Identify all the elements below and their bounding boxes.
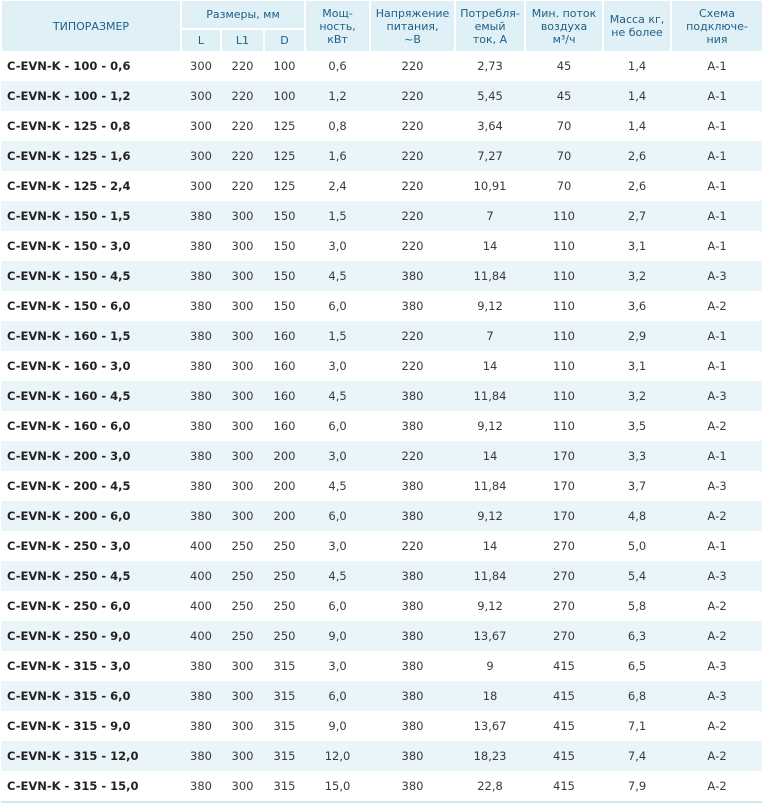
table-row <box>1 531 762 561</box>
cell-dim-l1: 300 <box>221 381 264 411</box>
cell-voltage: 220 <box>401 539 424 553</box>
cell-dim-l1: 300 <box>231 719 254 733</box>
cell-model-name: C-EVN-K - 150 - 6,0 <box>7 299 131 313</box>
cell-airflow: 70 <box>525 141 603 171</box>
cell-dim-l1: 300 <box>231 479 254 493</box>
cell-mass: 3,2 <box>603 381 671 411</box>
cell-dim-l: 300 <box>181 141 221 171</box>
table-row <box>1 81 762 111</box>
cell-power: 6,0 <box>305 501 370 531</box>
table-row <box>1 441 762 471</box>
cell-current: 7,27 <box>455 141 525 171</box>
cell-model-name: C-EVN-K - 315 - 12,0 <box>1 741 181 771</box>
cell-dim-d: 315 <box>264 681 305 711</box>
cell-mass: 3,5 <box>627 419 647 433</box>
table-row <box>1 201 762 231</box>
cell-mass: 3,1 <box>627 239 647 253</box>
cell-power: 9,0 <box>305 621 370 651</box>
table-row <box>1 771 762 802</box>
cell-current: 5,45 <box>455 81 525 111</box>
cell-mass: 6,3 <box>603 621 671 651</box>
cell-dim-l: 380 <box>181 741 221 771</box>
cell-power: 4,5 <box>305 261 370 291</box>
cell-scheme: А-1 <box>707 239 727 253</box>
cell-voltage: 220 <box>401 119 424 133</box>
cell-dim-d: 125 <box>273 179 296 193</box>
cell-dim-l: 380 <box>181 681 221 711</box>
cell-current: 13,67 <box>473 719 507 733</box>
cell-model-name: C-EVN-K - 100 - 1,2 <box>1 81 181 111</box>
cell-dim-l: 300 <box>190 179 212 193</box>
cell-dim-d: 125 <box>264 141 305 171</box>
cell-voltage: 220 <box>370 81 455 111</box>
cell-voltage: 380 <box>370 621 455 651</box>
cell-scheme: А-1 <box>707 59 727 73</box>
cell-mass: 2,7 <box>603 201 671 231</box>
cell-mass: 5,8 <box>627 599 647 613</box>
cell-dim-l: 380 <box>190 239 212 253</box>
cell-dim-l1: 300 <box>231 239 254 253</box>
cell-scheme: А-3 <box>671 261 762 291</box>
cell-model-name: C-EVN-K - 315 - 6,0 <box>1 681 181 711</box>
cell-current: 9,12 <box>477 599 503 613</box>
cell-current: 18,23 <box>455 741 525 771</box>
cell-voltage: 380 <box>401 659 424 673</box>
cell-dim-d: 315 <box>273 719 296 733</box>
cell-power: 1,2 <box>305 81 370 111</box>
cell-voltage: 220 <box>370 441 455 471</box>
cell-power: 1,5 <box>305 321 370 351</box>
header-dim-l1: L1 <box>221 29 264 51</box>
table-row <box>1 621 762 651</box>
cell-dim-l1: 300 <box>231 299 254 313</box>
cell-model-name: C-EVN-K - 125 - 1,6 <box>1 141 181 171</box>
cell-mass: 3,2 <box>603 261 671 291</box>
cell-dim-l1: 300 <box>221 681 264 711</box>
cell-power: 2,4 <box>328 179 347 193</box>
header-scheme: Схема подключе- ния <box>671 1 762 51</box>
table-row <box>1 411 762 441</box>
cell-mass: 7,9 <box>603 771 671 802</box>
cell-scheme: А-2 <box>671 771 762 802</box>
cell-mass: 3,3 <box>603 441 671 471</box>
table-row <box>1 261 762 291</box>
cell-dim-l1: 250 <box>231 599 254 613</box>
cell-power: 3,0 <box>328 659 347 673</box>
cell-model-name: C-EVN-K - 200 - 4,5 <box>7 479 131 493</box>
cell-current: 11,84 <box>455 261 525 291</box>
table-row <box>1 561 762 591</box>
cell-airflow: 110 <box>525 261 603 291</box>
cell-scheme: А-1 <box>671 81 762 111</box>
cell-scheme: А-3 <box>707 659 727 673</box>
cell-power: 3,0 <box>328 539 347 553</box>
cell-power: 9,0 <box>328 719 347 733</box>
cell-airflow: 270 <box>553 539 575 553</box>
cell-current: 7 <box>455 201 525 231</box>
cell-mass: 2,9 <box>603 321 671 351</box>
cell-dim-l: 380 <box>190 719 212 733</box>
cell-scheme: А-2 <box>671 621 762 651</box>
cell-voltage: 220 <box>370 141 455 171</box>
cell-dim-d: 160 <box>264 321 305 351</box>
cell-scheme: А-1 <box>671 201 762 231</box>
cell-dim-d: 100 <box>264 81 305 111</box>
cell-scheme: А-1 <box>671 441 762 471</box>
cell-scheme: А-1 <box>707 359 727 373</box>
cell-current: 11,84 <box>473 479 507 493</box>
cell-airflow: 415 <box>553 719 575 733</box>
cell-dim-l: 380 <box>190 659 212 673</box>
cell-dim-d: 250 <box>264 561 305 591</box>
header-dimensions: Размеры, мм <box>181 1 305 29</box>
cell-dim-l1: 220 <box>231 59 254 73</box>
cell-airflow: 170 <box>525 501 603 531</box>
cell-mass: 3,1 <box>627 359 647 373</box>
cell-mass: 7,4 <box>603 741 671 771</box>
table-row <box>1 291 762 321</box>
table-row <box>1 141 762 171</box>
cell-airflow: 110 <box>553 239 575 253</box>
cell-model-name: C-EVN-K - 315 - 9,0 <box>7 719 131 733</box>
cell-voltage: 220 <box>401 359 424 373</box>
cell-dim-d: 150 <box>264 201 305 231</box>
cell-voltage: 380 <box>401 599 424 613</box>
table-row <box>1 51 762 81</box>
cell-dim-d: 100 <box>273 59 296 73</box>
header-airflow: Мин. поток воздуха м³/ч <box>525 1 603 51</box>
cell-current: 14 <box>455 441 525 471</box>
cell-power: 1,5 <box>305 201 370 231</box>
cell-current: 9,12 <box>455 501 525 531</box>
cell-model-name: C-EVN-K - 150 - 4,5 <box>1 261 181 291</box>
header-dim-d: D <box>264 29 305 51</box>
table-row <box>1 471 762 501</box>
cell-scheme: А-1 <box>707 179 727 193</box>
cell-current: 9,12 <box>477 419 503 433</box>
cell-dim-l: 380 <box>181 201 221 231</box>
cell-model-name: C-EVN-K - 160 - 3,0 <box>7 359 131 373</box>
cell-model-name: C-EVN-K - 250 - 9,0 <box>1 621 181 651</box>
cell-airflow: 110 <box>525 321 603 351</box>
cell-airflow: 45 <box>525 81 603 111</box>
cell-dim-d: 150 <box>273 299 296 313</box>
cell-voltage: 220 <box>401 239 424 253</box>
cell-dim-d: 125 <box>273 119 296 133</box>
table-row <box>1 591 762 621</box>
cell-dim-l: 380 <box>181 501 221 531</box>
cell-model-name: C-EVN-K - 250 - 3,0 <box>7 539 131 553</box>
cell-airflow: 270 <box>525 621 603 651</box>
header-power: Мощ- ность, кВт <box>305 1 370 51</box>
cell-power: 4,5 <box>305 381 370 411</box>
cell-dim-l1: 250 <box>221 621 264 651</box>
cell-mass: 6,8 <box>603 681 671 711</box>
cell-airflow: 415 <box>525 681 603 711</box>
cell-dim-d: 200 <box>264 501 305 531</box>
cell-current: 3,64 <box>477 119 503 133</box>
cell-airflow: 45 <box>556 59 572 73</box>
cell-model-name: C-EVN-K - 250 - 6,0 <box>7 599 131 613</box>
cell-mass: 1,4 <box>603 81 671 111</box>
table-row <box>1 231 762 261</box>
cell-dim-l: 380 <box>181 321 221 351</box>
header-model: ТИПОРАЗМЕР <box>1 1 181 51</box>
cell-airflow: 110 <box>525 381 603 411</box>
cell-scheme: А-1 <box>671 321 762 351</box>
cell-airflow: 110 <box>553 419 575 433</box>
cell-airflow: 110 <box>553 299 575 313</box>
cell-airflow: 270 <box>553 599 575 613</box>
cell-scheme: А-2 <box>707 599 727 613</box>
cell-model-name: C-EVN-K - 100 - 0,6 <box>7 59 131 73</box>
cell-airflow: 415 <box>525 771 603 802</box>
cell-mass: 1,4 <box>627 119 647 133</box>
cell-power: 6,0 <box>305 681 370 711</box>
cell-power: 0,8 <box>328 119 347 133</box>
header-mass: Масса кг, не более <box>603 1 671 51</box>
cell-current: 22,8 <box>455 771 525 802</box>
table-row <box>1 501 762 531</box>
cell-model-name: C-EVN-K - 150 - 3,0 <box>7 239 131 253</box>
cell-scheme: А-3 <box>671 681 762 711</box>
cell-dim-l: 400 <box>181 561 221 591</box>
cell-scheme: А-2 <box>671 741 762 771</box>
cell-dim-l: 380 <box>181 381 221 411</box>
cell-airflow: 70 <box>556 179 572 193</box>
cell-mass: 3,7 <box>627 479 647 493</box>
cell-dim-d: 250 <box>273 539 296 553</box>
cell-current: 14 <box>482 239 498 253</box>
cell-dim-d: 315 <box>273 659 296 673</box>
cell-dim-d: 150 <box>264 261 305 291</box>
table-row <box>1 711 762 741</box>
cell-scheme: А-1 <box>707 119 727 133</box>
cell-power: 3,0 <box>305 441 370 471</box>
cell-airflow: 270 <box>525 561 603 591</box>
cell-dim-l1: 220 <box>221 81 264 111</box>
cell-dim-d: 160 <box>273 359 296 373</box>
cell-dim-d: 315 <box>264 771 305 802</box>
cell-voltage: 380 <box>401 479 424 493</box>
cell-model-name: C-EVN-K - 250 - 4,5 <box>1 561 181 591</box>
cell-dim-l1: 300 <box>221 741 264 771</box>
cell-voltage: 380 <box>401 719 424 733</box>
cell-voltage: 380 <box>401 299 424 313</box>
cell-dim-l1: 220 <box>221 141 264 171</box>
cell-dim-l1: 220 <box>231 119 254 133</box>
cell-dim-l: 380 <box>190 299 212 313</box>
header-dim-l: L <box>181 29 221 51</box>
cell-current: 14 <box>482 359 498 373</box>
header-voltage: Напряжение питания, ~В <box>370 1 455 51</box>
cell-power: 4,5 <box>328 479 347 493</box>
cell-mass: 3,6 <box>627 299 647 313</box>
cell-airflow: 415 <box>525 741 603 771</box>
cell-dim-l1: 300 <box>221 321 264 351</box>
table-row <box>1 741 762 771</box>
cell-dim-l: 380 <box>181 771 221 802</box>
cell-voltage: 380 <box>370 741 455 771</box>
cell-current: 14 <box>482 539 498 553</box>
cell-voltage: 220 <box>370 201 455 231</box>
cell-model-name: C-EVN-K - 125 - 0,8 <box>7 119 131 133</box>
cell-model-name: C-EVN-K - 315 - 15,0 <box>1 771 181 802</box>
table-body <box>1 51 762 802</box>
table-row <box>1 381 762 411</box>
cell-voltage: 380 <box>370 561 455 591</box>
cell-current: 10,91 <box>473 179 507 193</box>
cell-dim-l: 400 <box>181 621 221 651</box>
cell-dim-l: 380 <box>190 419 212 433</box>
cell-voltage: 220 <box>401 179 424 193</box>
cell-scheme: А-3 <box>707 479 727 493</box>
cell-dim-l1: 300 <box>221 501 264 531</box>
cell-dim-l1: 300 <box>221 771 264 802</box>
cell-voltage: 380 <box>370 381 455 411</box>
cell-current: 9 <box>486 659 494 673</box>
specs-table <box>0 1 762 803</box>
cell-model-name: C-EVN-K - 200 - 6,0 <box>1 501 181 531</box>
cell-airflow: 70 <box>556 119 572 133</box>
cell-power: 4,5 <box>305 561 370 591</box>
cell-scheme: А-2 <box>707 419 727 433</box>
cell-dim-l1: 300 <box>231 359 254 373</box>
cell-power: 15,0 <box>305 771 370 802</box>
cell-voltage: 380 <box>370 681 455 711</box>
table-row <box>1 651 762 681</box>
cell-dim-d: 150 <box>273 239 296 253</box>
cell-dim-d: 160 <box>273 419 296 433</box>
cell-power: 3,0 <box>328 359 347 373</box>
table-row <box>1 321 762 351</box>
cell-current: 11,84 <box>455 561 525 591</box>
cell-dim-l1: 250 <box>221 561 264 591</box>
cell-power: 6,0 <box>328 599 347 613</box>
cell-dim-l1: 250 <box>231 539 254 553</box>
cell-power: 0,6 <box>328 59 347 73</box>
cell-power: 3,0 <box>328 239 347 253</box>
cell-dim-l1: 300 <box>221 261 264 291</box>
cell-voltage: 220 <box>401 59 424 73</box>
cell-airflow: 415 <box>553 659 575 673</box>
cell-scheme: А-1 <box>707 539 727 553</box>
cell-dim-l: 380 <box>190 359 212 373</box>
cell-scheme: А-3 <box>671 381 762 411</box>
cell-mass: 7,1 <box>627 719 647 733</box>
cell-dim-d: 200 <box>273 479 296 493</box>
cell-model-name: C-EVN-K - 160 - 1,5 <box>1 321 181 351</box>
cell-current: 18 <box>455 681 525 711</box>
cell-dim-l: 300 <box>190 119 212 133</box>
cell-airflow: 170 <box>525 441 603 471</box>
cell-scheme: А-2 <box>707 299 727 313</box>
cell-current: 9,12 <box>477 299 503 313</box>
cell-mass: 1,4 <box>627 59 647 73</box>
cell-voltage: 380 <box>401 419 424 433</box>
cell-scheme: А-2 <box>707 719 727 733</box>
cell-scheme: А-1 <box>671 141 762 171</box>
header-current: Потребля- емый ток, А <box>455 1 525 51</box>
cell-voltage: 220 <box>370 321 455 351</box>
cell-dim-l: 300 <box>181 81 221 111</box>
cell-scheme: А-2 <box>671 501 762 531</box>
cell-dim-d: 200 <box>264 441 305 471</box>
cell-dim-d: 250 <box>273 599 296 613</box>
cell-model-name: C-EVN-K - 160 - 6,0 <box>7 419 131 433</box>
table-row <box>1 171 762 201</box>
cell-mass: 2,6 <box>603 141 671 171</box>
cell-power: 6,0 <box>328 299 347 313</box>
cell-current: 2,73 <box>477 59 503 73</box>
cell-dim-l: 380 <box>181 441 221 471</box>
cell-model-name: C-EVN-K - 200 - 3,0 <box>1 441 181 471</box>
cell-power: 6,0 <box>328 419 347 433</box>
cell-model-name: C-EVN-K - 150 - 1,5 <box>1 201 181 231</box>
cell-dim-l1: 300 <box>221 201 264 231</box>
cell-model-name: C-EVN-K - 125 - 2,4 <box>7 179 131 193</box>
cell-dim-l: 400 <box>190 599 212 613</box>
cell-voltage: 380 <box>370 501 455 531</box>
cell-mass: 5,4 <box>603 561 671 591</box>
cell-dim-d: 315 <box>264 741 305 771</box>
table-row <box>1 681 762 711</box>
cell-dim-l1: 220 <box>231 179 254 193</box>
cell-mass: 2,6 <box>627 179 647 193</box>
cell-current: 11,84 <box>455 381 525 411</box>
cell-current: 7 <box>455 321 525 351</box>
cell-dim-l: 300 <box>190 59 212 73</box>
cell-airflow: 110 <box>553 359 575 373</box>
cell-dim-l: 380 <box>181 261 221 291</box>
cell-mass: 6,5 <box>627 659 647 673</box>
cell-mass: 4,8 <box>603 501 671 531</box>
cell-dim-d: 160 <box>264 381 305 411</box>
cell-airflow: 170 <box>553 479 575 493</box>
cell-dim-l: 380 <box>190 479 212 493</box>
cell-power: 1,6 <box>305 141 370 171</box>
cell-model-name: C-EVN-K - 160 - 4,5 <box>1 381 181 411</box>
cell-dim-d: 250 <box>264 621 305 651</box>
cell-airflow: 110 <box>525 201 603 231</box>
table-row <box>1 351 762 381</box>
cell-mass: 5,0 <box>627 539 647 553</box>
cell-dim-l: 400 <box>190 539 212 553</box>
cell-dim-l1: 300 <box>231 659 254 673</box>
cell-power: 12,0 <box>305 741 370 771</box>
cell-model-name: C-EVN-K - 315 - 3,0 <box>7 659 131 673</box>
cell-current: 13,67 <box>455 621 525 651</box>
cell-dim-l1: 300 <box>221 441 264 471</box>
cell-scheme: А-3 <box>671 561 762 591</box>
cell-voltage: 380 <box>370 771 455 802</box>
table-row <box>1 111 762 141</box>
cell-dim-l1: 300 <box>231 419 254 433</box>
cell-voltage: 380 <box>370 261 455 291</box>
